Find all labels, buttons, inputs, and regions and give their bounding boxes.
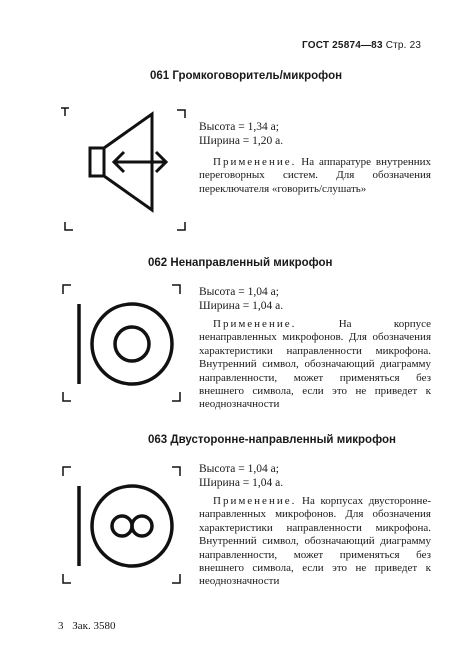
corner-mark-top-left	[63, 285, 71, 294]
corner-mark-bottom-left	[63, 392, 71, 401]
application-061	[199, 156, 431, 196]
corner-mark-top-left	[61, 108, 69, 116]
page-header	[302, 40, 421, 51]
params-063	[199, 462, 283, 490]
footer-page-number: 3	[58, 620, 64, 632]
section-title: Громкоговоритель/микрофон	[172, 70, 343, 82]
application-label: Применение.	[213, 495, 297, 507]
corner-mark-top-right	[172, 467, 180, 476]
application-label: Применение.	[213, 318, 297, 330]
section-heading-063	[148, 434, 396, 446]
params-061	[199, 120, 283, 148]
param-height: Высота = 1,04 a;	[199, 286, 279, 298]
application-text: На корпусе ненаправленных микрофонов. Для обозначения характеристики направленности микрофона. Внутренний символ, обозначающий диаграмму направленности, может применяться без внешнего символа, если это не приведет к неоднозначности	[199, 318, 431, 411]
param-width: Ширина = 1,20 a.	[199, 135, 284, 147]
section-number: 063	[148, 434, 168, 446]
application-062	[199, 318, 431, 412]
application-063	[199, 495, 431, 589]
omnidirectional-microphone-icon	[58, 280, 204, 414]
corner-mark-bottom-right	[172, 574, 180, 583]
section-title: Ненаправленный микрофон	[170, 257, 333, 269]
corner-mark-top-left	[63, 467, 71, 476]
corner-mark-bottom-right	[172, 392, 180, 401]
corner-mark-top-right	[172, 285, 180, 294]
param-height: Высота = 1,34 a;	[199, 121, 279, 133]
page-label: Стр. 23	[385, 40, 422, 51]
bidirectional-microphone-icon	[58, 462, 204, 596]
loudspeaker-microphone-icon	[58, 100, 204, 240]
corner-mark-bottom-left	[65, 222, 73, 230]
footer-order: Зак. 3580	[72, 620, 116, 632]
section-number: 061	[150, 70, 170, 82]
corner-mark-top-right	[177, 110, 185, 118]
section-heading-061	[150, 70, 342, 82]
page-footer	[58, 620, 116, 632]
param-width: Ширина = 1,04 a.	[199, 300, 284, 312]
application-label: Применение.	[213, 156, 297, 168]
application-text: На аппаратуре внутренних переговорных систем. Для обозначения переключателя «говорить/слушать»	[199, 156, 431, 195]
param-height: Высота = 1,04 a;	[199, 463, 279, 475]
param-width: Ширина = 1,04 a.	[199, 477, 284, 489]
application-text: На корпусах двусторонне-направленных микрофонов. Для обозначения характеристики направленности микрофона. Внутренний символ, обозначающий диаграмму направленности, может применяться без внешнего символа, если это не приведет к неоднозначности	[199, 495, 431, 588]
params-062	[199, 285, 283, 313]
standard-number: ГОСТ 25874—83	[302, 40, 383, 51]
corner-mark-bottom-right	[177, 222, 185, 230]
corner-mark-bottom-left	[63, 574, 71, 583]
section-number: 062	[148, 257, 168, 269]
section-heading-062	[148, 257, 333, 269]
section-title: Двусторонне-направленный микрофон	[170, 434, 396, 446]
